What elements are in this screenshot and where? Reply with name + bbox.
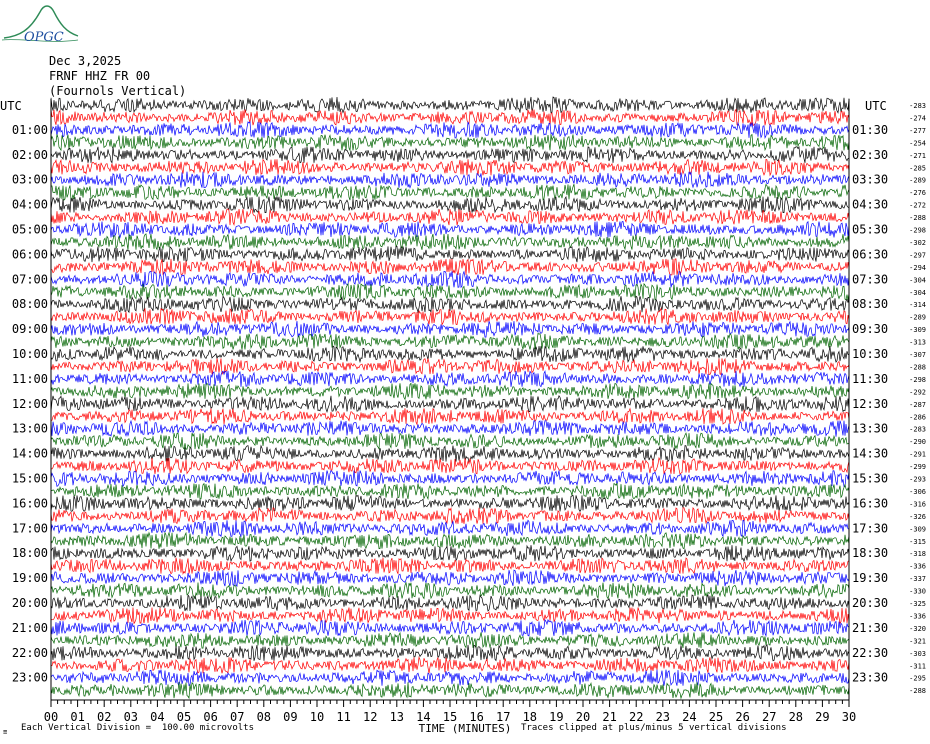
- trace-line: [51, 471, 849, 487]
- trace-offset-label: -285: [909, 164, 926, 173]
- trace-offset-label: -290: [909, 438, 926, 447]
- trace-line: [51, 134, 849, 150]
- trace-line: [51, 296, 849, 312]
- x-tick-label: 13: [389, 710, 405, 724]
- trace-line: [51, 110, 849, 126]
- trace-offset-label: -315: [909, 537, 926, 546]
- trace-line: [51, 259, 849, 275]
- right-hour-label: 16:30: [852, 496, 889, 511]
- trace-line: [51, 147, 849, 163]
- trace-offset-label: -298: [909, 375, 926, 384]
- x-tick-label: 02: [96, 710, 112, 724]
- x-tick-label: 04: [150, 710, 165, 724]
- station-code: FRNF HHZ FR 00: [49, 69, 151, 83]
- x-tick-label: 07: [229, 710, 245, 724]
- left-hour-label: 16:00: [11, 496, 48, 511]
- x-tick-label: 01: [70, 710, 85, 724]
- trace-offset-label: -309: [909, 326, 926, 335]
- trace-offset-label: -287: [909, 400, 926, 409]
- x-tick-label: 00: [43, 710, 59, 724]
- right-hour-label: 14:30: [852, 446, 889, 461]
- trace-line: [51, 97, 849, 113]
- left-hour-label: 11:00: [11, 371, 48, 386]
- x-tick-label: 23: [655, 710, 671, 724]
- x-tick-label: 11: [336, 710, 351, 724]
- left-hour-label: 07:00: [11, 272, 48, 287]
- trace-line: [51, 595, 849, 611]
- trace-offset-label: -274: [909, 114, 926, 123]
- x-axis-label: TIME (MINUTES): [418, 722, 512, 735]
- trace-line: [51, 433, 849, 449]
- trace-offset-label: -316: [909, 500, 926, 509]
- x-tick-label: 15: [442, 710, 458, 724]
- trace-offset-label: -295: [909, 674, 926, 683]
- trace-line: [51, 172, 849, 188]
- logo-text: OPGC: [24, 30, 64, 45]
- right-hour-label: 18:30: [852, 546, 889, 561]
- left-hour-label: 23:00: [11, 670, 48, 685]
- trace-line: [51, 608, 849, 624]
- trace-line: [51, 682, 849, 698]
- x-tick-label: 24: [682, 710, 697, 724]
- trace-line: [51, 483, 849, 499]
- trace-offset-label: -306: [909, 487, 926, 496]
- trace-offset-label: -291: [909, 450, 926, 459]
- right-hour-label: 22:30: [852, 645, 889, 660]
- trace-offset-label: -325: [909, 600, 926, 608]
- trace-offset-label: -289: [909, 313, 926, 322]
- x-tick-label: 05: [176, 710, 192, 724]
- trace-offset-label: -326: [909, 512, 926, 521]
- trace-line: [51, 620, 849, 636]
- x-tick-label: 21: [602, 710, 617, 724]
- trace-line: [51, 508, 849, 524]
- right-hour-label: 09:30: [852, 322, 889, 337]
- trace-offset-label: -330: [909, 587, 926, 596]
- right-hour-label: 06:30: [852, 247, 889, 262]
- trace-offset-label: -311: [909, 662, 926, 671]
- left-hour-label: 02:00: [11, 147, 48, 162]
- trace-line: [51, 321, 849, 337]
- plot-date: Dec 3,2025: [49, 54, 122, 68]
- right-hour-label: 15:30: [852, 471, 889, 486]
- x-tick-label: 03: [123, 710, 139, 724]
- x-tick-label: 20: [575, 710, 591, 724]
- trace-line: [51, 495, 849, 511]
- trace-line: [51, 396, 849, 412]
- left-hour-label: 10:00: [11, 347, 48, 361]
- trace-offset-label: -336: [909, 562, 926, 571]
- trace-offset-label: -292: [909, 388, 926, 397]
- trace-offset-label: -303: [909, 649, 926, 658]
- trace-offset-label: -277: [909, 126, 926, 135]
- trace-offset-label: -320: [909, 624, 926, 633]
- right-hour-label: 10:30: [852, 347, 889, 361]
- right-hour-label: 07:30: [852, 272, 889, 287]
- trace-offset-label: -309: [909, 525, 926, 534]
- left-hour-label: 20:00: [11, 596, 48, 610]
- trace-offset-label: -318: [909, 550, 926, 559]
- trace-line: [51, 670, 849, 686]
- x-tick-label: 25: [708, 710, 724, 724]
- right-hour-label: 21:30: [852, 620, 889, 635]
- trace-offset-label: -314: [909, 301, 926, 310]
- trace-offset-label: -254: [909, 139, 926, 148]
- x-tick-label: 12: [362, 710, 378, 724]
- trace-line: [51, 520, 849, 536]
- x-tick-label: 10: [309, 710, 325, 724]
- trace-line: [51, 271, 849, 287]
- right-axis-title: UTC: [865, 99, 887, 113]
- trace-line: [51, 545, 849, 561]
- trace-line: [51, 583, 849, 599]
- vertical-division-note: Each Vertical Division = 100.00 microvolts: [21, 723, 254, 733]
- trace-line: [51, 346, 849, 362]
- trace-line: [51, 209, 849, 225]
- x-tick-label: 08: [256, 710, 272, 724]
- trace-line: [51, 309, 849, 325]
- left-hour-label: 01:00: [11, 122, 48, 137]
- trace-offset-label: -297: [909, 251, 926, 260]
- right-hour-label: 19:30: [852, 571, 889, 586]
- trace-offset-label: -299: [909, 463, 926, 471]
- trace-line: [51, 284, 849, 300]
- right-hour-label: 12:30: [852, 396, 889, 411]
- x-tick-label: 28: [788, 710, 804, 724]
- left-hour-label: 05:00: [11, 222, 48, 237]
- left-axis-title: UTC: [0, 99, 22, 113]
- left-hour-label: 22:00: [11, 645, 48, 660]
- trace-offset-label: -288: [909, 214, 926, 223]
- trace-offset-label: -276: [909, 189, 926, 198]
- x-tick-label: 06: [203, 710, 218, 724]
- left-hour-label: 12:00: [11, 396, 48, 411]
- trace-offset-label: -313: [909, 338, 926, 347]
- trace-line: [51, 408, 849, 424]
- left-hour-label: 21:00: [11, 620, 48, 635]
- trace-line: [51, 159, 849, 175]
- trace-line: [51, 334, 849, 350]
- right-hour-label: 17:30: [852, 521, 889, 536]
- seismic-traces: [51, 97, 849, 698]
- trace-offset-label: -298: [909, 226, 926, 235]
- left-hour-label: 18:00: [11, 546, 48, 561]
- trace-line: [51, 184, 849, 200]
- trace-offset-label: -286: [909, 413, 926, 422]
- right-hour-label: 08:30: [852, 297, 889, 312]
- trace-line: [51, 122, 849, 138]
- trace-offset-label: -283: [909, 425, 926, 434]
- x-tick-label: 27: [761, 710, 777, 724]
- x-tick-label: 19: [549, 710, 564, 724]
- trace-offset-label: -293: [909, 475, 926, 484]
- trace-offset-label: -302: [909, 238, 926, 247]
- right-hour-label: 03:30: [852, 172, 889, 187]
- left-hour-label: 03:00: [11, 172, 48, 187]
- left-hour-label: 13:00: [11, 421, 48, 436]
- right-hour-label: 02:30: [852, 147, 889, 162]
- trace-line: [51, 371, 849, 387]
- left-hour-label: 06:00: [11, 247, 48, 262]
- trace-line: [51, 222, 849, 238]
- trace-offset-label: -272: [909, 201, 926, 210]
- x-tick-label: 22: [628, 710, 644, 724]
- trace-line: [51, 558, 849, 574]
- right-hour-label: 20:30: [852, 596, 889, 610]
- trace-offset-label: -307: [909, 351, 926, 359]
- trace-line: [51, 421, 849, 437]
- trace-offset-label: -271: [909, 151, 926, 160]
- trace-offset-label: -288: [909, 687, 926, 696]
- x-tick-label: 14: [416, 710, 431, 724]
- x-tick-label: 09: [283, 710, 298, 724]
- left-hour-label: 09:00: [11, 322, 48, 337]
- station-name: (Fournols Vertical): [49, 84, 187, 98]
- left-hour-label: 08:00: [11, 297, 48, 312]
- x-tick-label: 26: [735, 710, 750, 724]
- trace-offset-label: -294: [909, 263, 926, 272]
- trace-line: [51, 458, 849, 474]
- trace-offset-label: -336: [909, 612, 926, 621]
- trace-offset-label: -288: [909, 363, 926, 372]
- trace-line: [51, 645, 849, 661]
- trace-offset-label: -304: [909, 288, 926, 297]
- trace-offset-label: -321: [909, 637, 926, 646]
- right-hour-label: 05:30: [852, 222, 889, 237]
- x-tick-label: 29: [815, 710, 830, 724]
- trace-offset-label: -304: [909, 276, 926, 285]
- right-hour-label: 13:30: [852, 421, 889, 436]
- trace-offset-label: -337: [909, 575, 926, 584]
- right-hour-label: 11:30: [852, 371, 889, 386]
- trace-line: [51, 358, 849, 374]
- left-hour-label: 17:00: [11, 521, 48, 536]
- x-tick-label: 16: [469, 710, 484, 724]
- left-hour-label: 15:00: [11, 471, 48, 486]
- trace-offset-label: -289: [909, 176, 926, 185]
- right-hour-label: 23:30: [852, 670, 889, 685]
- x-tick-label: 17: [495, 710, 511, 724]
- left-hour-label: 14:00: [11, 446, 48, 461]
- left-hour-label: 19:00: [11, 571, 48, 586]
- right-hour-label: 04:30: [852, 197, 889, 212]
- left-hour-label: 04:00: [11, 197, 48, 212]
- x-tick-label: 18: [522, 710, 538, 724]
- trace-offset-label: -283: [909, 102, 926, 110]
- clip-note: Traces clipped at plus/minus 5 vertical divisions: [521, 723, 787, 733]
- right-hour-label: 01:30: [852, 122, 889, 137]
- x-tick-label: 30: [841, 710, 857, 724]
- footer-mark: ≡: [3, 728, 8, 736]
- trace-line: [51, 533, 849, 549]
